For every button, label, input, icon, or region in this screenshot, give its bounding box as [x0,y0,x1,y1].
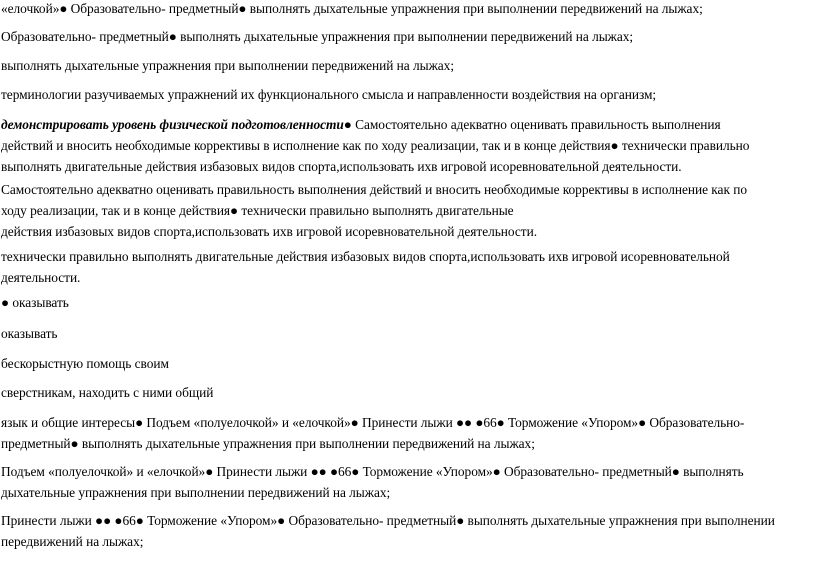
text-line: Образовательно- предметный● выполнять дыхательные упражнения при выполнении передвижений на лыжах; [1,29,634,44]
text-line: выполнять двигательные действия избазовых видов спорта,использовать ихв игровой исоревновательной деятельности. [1,159,682,174]
paragraph-12 [1,412,744,454]
paragraph-7 [1,246,730,288]
text-line: бескорыстную помощь своим [1,356,169,371]
paragraph-13 [1,461,744,503]
emphasis-text: демонстрировать уровень физической подготовленности● [1,117,352,132]
text-line: Принести лыжи ●● ●66● Торможение «Упором»● Образовательно- предметный● выполнять дыхательные упражнения при выполнении [1,513,775,528]
paragraph-11 [1,382,213,403]
paragraph-6 [1,179,747,242]
text-line: оказывать [1,326,58,341]
paragraph-1 [1,0,703,19]
paragraph-9 [1,323,57,344]
paragraph-14 [1,510,775,552]
text-line: Подъем «полуелочкой» и «елочкой»● Принести лыжи ●● ●66● Торможение «Упором»● Образовательно- предметный● выполнять [1,464,744,479]
text-line: действий и вносить необходимые коррективы в исполнение как по ходу реализации, так и в конце действия● технически правильно [1,138,750,153]
text-line: «елочкой»● Образовательно- предметный● выполнять дыхательные упражнения при выполнении передвижений на лыжах; [1,1,703,16]
text-line: дыхательные упражнения при выполнении передвижений на лыжах; [1,485,391,500]
paragraph-8 [1,292,69,313]
text-line: Самостоятельно адекватно оценивать правильность выполнения действий и вносить необходимые коррективы в исполнение как по [1,182,747,197]
text-line: технически правильно выполнять двигательные действия избазовых видов спорта,использовать ихв игровой исоревновательной [1,249,730,264]
text-line: терминологии разучиваемых упражнений их функционального смысла и направленности воздействия на организм; [1,87,657,102]
text-line: сверстникам, находить с ними общий [1,385,214,400]
text-line: ходу реализации, так и в конце действия● технически правильно выполнять двигательные [1,203,514,218]
text-run: Самостоятельно адекватно оценивать правильность выполнения [351,117,721,132]
text-line: деятельности. [1,270,81,285]
text-line: предметный● выполнять дыхательные упражнения при выполнении передвижений на лыжах; [1,436,535,451]
text-line: ● оказывать [1,295,69,310]
paragraph-5 [1,114,749,177]
paragraph-10 [1,353,169,374]
paragraph-4 [1,84,656,105]
text-line: язык и общие интересы● Подъем «полуелочкой» и «елочкой»● Принести лыжи ●● ●66● Торможение «Упором»● Образовательно- [1,415,745,430]
paragraph-2 [1,26,633,47]
text-line: передвижений на лыжах; [1,534,144,549]
paragraph-3 [1,55,454,76]
text-line [1,114,749,135]
text-line: выполнять дыхательные упражнения при выполнении передвижений на лыжах; [1,58,454,73]
text-line: действия избазовых видов спорта,использовать ихв игровой исоревновательной деятельности. [1,224,537,239]
